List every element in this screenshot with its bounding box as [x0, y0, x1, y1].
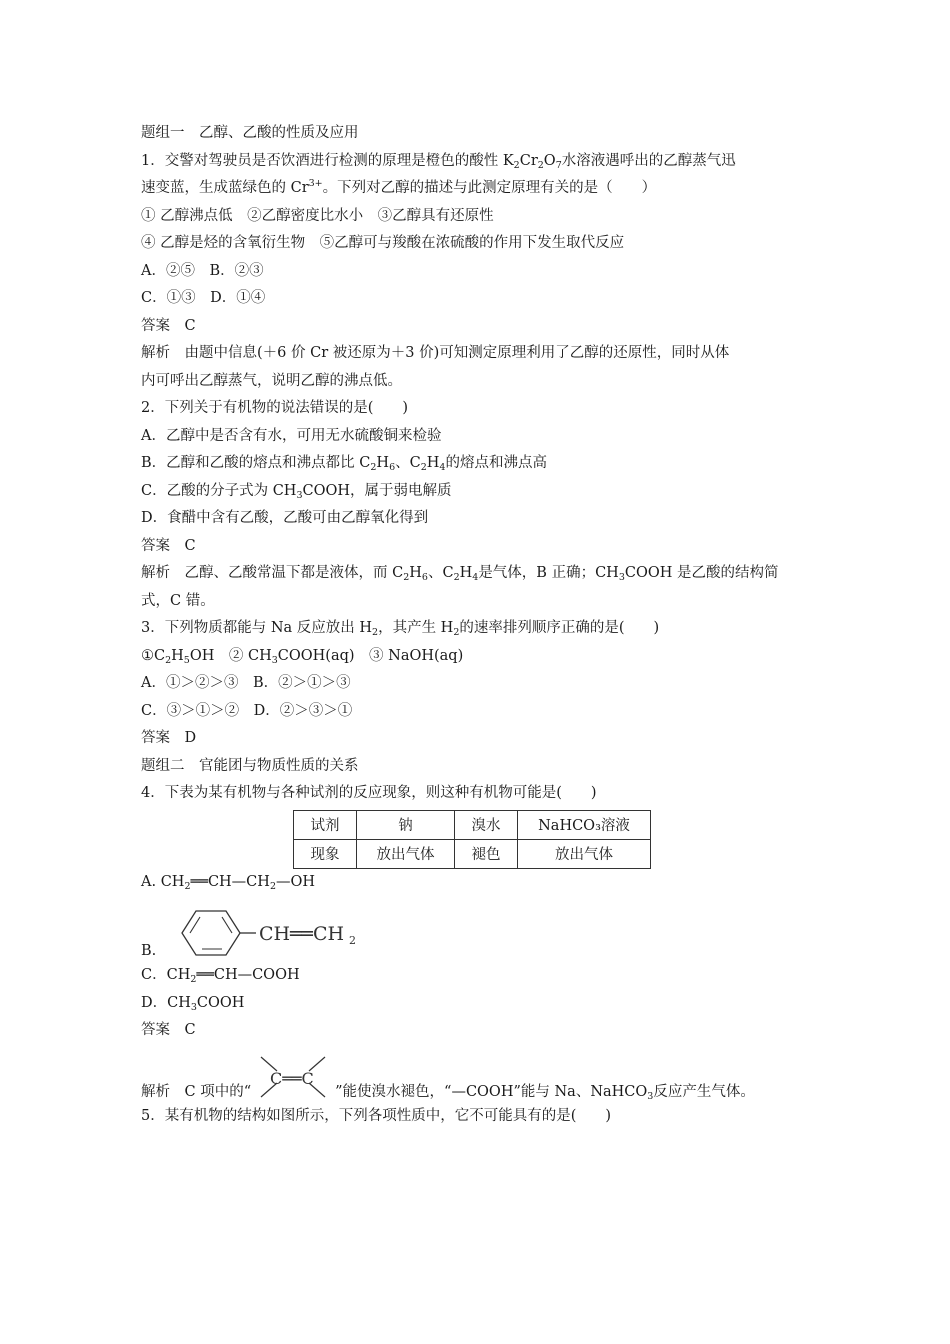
table-cell: 钠 — [357, 810, 455, 839]
q4-option-a: A. $CH_2══CH—CH_2—OH$ — [141, 873, 316, 892]
group1-title: 题组一 乙醇、乙酸的性质及应用 — [141, 125, 359, 141]
table-cell: 放出气体 — [357, 839, 455, 868]
q1-choices-cd: C．①③ D．①④ — [141, 290, 266, 306]
table-cell: 试剂 — [294, 810, 357, 839]
q1-answer: 答案 C — [141, 317, 196, 334]
q5-stem: 5．某有机物的结构如图所示，下列各项性质中，它不可能具有的是( ) — [141, 1107, 612, 1124]
q1-options-line2: ④ 乙醇是烃的含氧衍生物 ⑤乙醇可与羧酸在浓硫酸的作用下发生取代反应 — [141, 235, 625, 251]
q2-option-b: B．乙醇和乙酸的熔点和沸点都比 $C_2H_6$、$C_2H_4$的熔点和沸点高 — [141, 455, 547, 473]
table-cell: 溴水 — [455, 810, 518, 839]
q1-choices-ab: A．②⑤ B．②③ — [141, 262, 264, 279]
cc-text: C══C — [270, 1068, 314, 1088]
table-row — [294, 839, 651, 868]
vinyl-subscript: 2 — [349, 934, 357, 947]
q3-choices-ab: A．①＞②＞③ B．②＞①＞③ — [141, 675, 351, 691]
q2-option-c: C．乙酸的分子式为 $CH_3COOH$，属于弱电解质 — [141, 482, 452, 501]
alkene-double-bond-structure — [253, 1049, 333, 1103]
styrene-structure — [162, 904, 362, 962]
q4-option-d: D．$CH_3COOH$ — [141, 994, 245, 1013]
q1-analysis-line1: 解析 由题中信息(＋6 价 Cr 被还原为＋3 价)可知测定原理利用了乙醇的还原性，同时从体 — [141, 345, 730, 361]
q3-answer: 答案 D — [141, 730, 197, 746]
q4-analysis: 解析 C 项中的“ C══C ”能使溴水褪色，“—COOH”能与 Na、NaHCO$_3$反应产生气体。 — [141, 1045, 821, 1103]
q1-options-line1: ① 乙醇沸点低 ②乙醇密度比水小 ③乙醇具有还原性 — [141, 207, 494, 224]
q3-stem: 3．下列物质都能与 Na 反应放出 $H_2$，其产生 $H_2$的速率排列顺序正确的是( ) — [141, 620, 660, 638]
table-cell: NaHCO₃溶液 — [518, 810, 651, 839]
q1-stem-line1: 1．交警对驾驶员是否饮酒进行检测的原理是橙色的酸性 $K_2Cr_2O_7$水溶液遇呼出的乙醇蒸气迅 — [141, 152, 736, 171]
q4-stem: 4．下表为某有机物与各种试剂的反应现象，则这种有机物可能是( ) — [141, 785, 597, 801]
reaction-table — [293, 810, 651, 869]
q2-analysis-line2: 式，C 错。 — [141, 592, 215, 609]
q2-option-d: D．食醋中含有乙酸，乙酸可由乙醇氧化得到 — [141, 510, 429, 526]
q4-option-c: C．$CH_2══CH—COOH$ — [141, 967, 300, 985]
q3-choices-cd: C．③＞①＞② D．②＞③＞① — [141, 702, 353, 719]
q4-answer: 答案 C — [141, 1022, 196, 1038]
q1-stem-line2: 速变蓝，生成蓝绿色的 $Cr^{3+}$。下列对乙醇的描述与此测定原理有关的是（ ） — [141, 178, 657, 196]
q2-option-a: A．乙醇中是否含有水，可用无水硫酸铜来检验 — [141, 427, 442, 444]
table-cell: 褪色 — [455, 839, 518, 868]
table-row — [294, 810, 651, 839]
q1-analysis-line2: 内可呼出乙醇蒸气，说明乙醇的沸点低。 — [141, 372, 402, 389]
q2-analysis-line1: 解析 乙醇、乙酸常温下都是液体，而 $C_2H_6$、$C_2H_4$是气体，B 正确；$CH_3COOH$ 是乙酸的结构简 — [141, 565, 779, 583]
table-cell: 放出气体 — [518, 839, 651, 868]
group2-title: 题组二 官能团与物质性质的关系 — [141, 757, 359, 774]
document-content — [141, 120, 821, 1130]
q2-answer: 答案 C — [141, 537, 196, 554]
q3-substances: $①C_2H_5OH$ ② $CH_3COOH(aq)$ ③ NaOH(aq) — [141, 647, 464, 666]
table-cell: 现象 — [294, 839, 357, 868]
q2-stem: 2．下列关于有机物的说法错误的是( ) — [141, 400, 409, 416]
q4-option-b — [141, 896, 821, 962]
vinyl-group: CH══CH — [259, 923, 345, 945]
option-b-label: B. — [141, 943, 157, 959]
